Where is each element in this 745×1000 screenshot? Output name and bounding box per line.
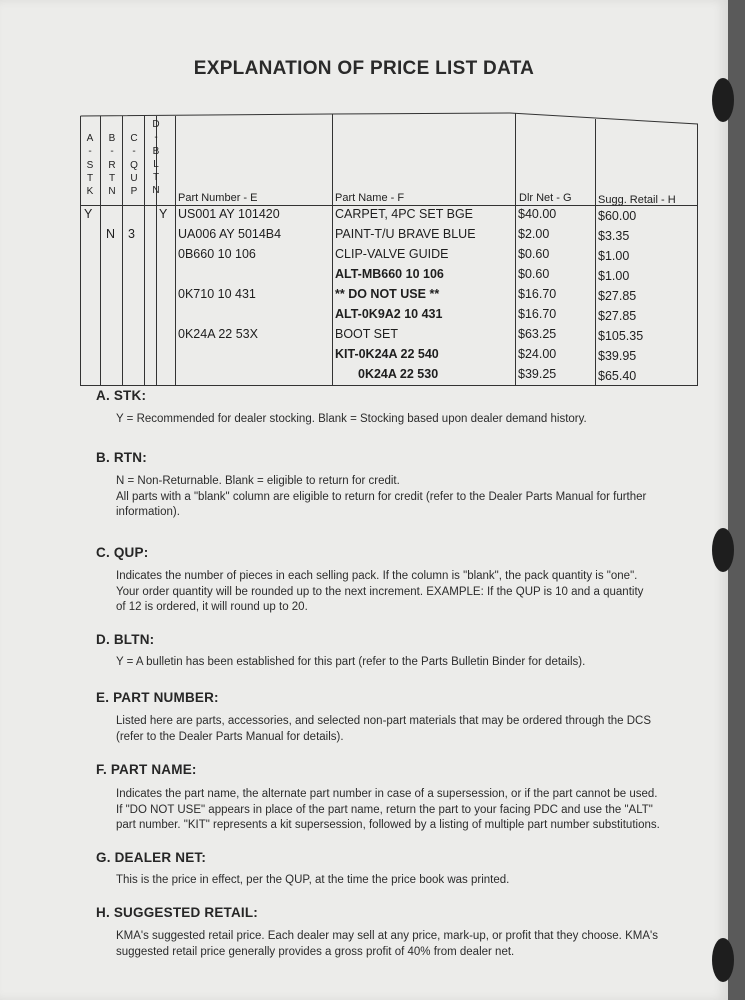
cell-sugg-retail: $105.35 (598, 329, 644, 343)
header-part-number: Part Number - E (178, 192, 258, 204)
cell-dlr-net: $24.00 (518, 347, 557, 361)
cell-qup: 3 (128, 227, 135, 241)
cell-sugg-retail: $1.00 (598, 249, 630, 263)
cell-part-name: CLIP-VALVE GUIDE (335, 247, 449, 261)
cell-part-name: ALT-MB660 10 106 (335, 267, 444, 281)
cell-part-name: ALT-0K9A2 10 431 (335, 307, 443, 321)
section-text-stk: Y = Recommended for dealer stocking. Blank = Stocking based upon dealer demand history. (116, 413, 587, 425)
cell-part-name: BOOT SET (335, 327, 398, 341)
page-title: EXPLANATION OF PRICE LIST DATA (193, 58, 535, 79)
header-code-bltn: D - B L T N (152, 119, 160, 197)
section-text-suggested-retail: KMA's suggested retail price. Each dealer may sell at any price, mark-up, or profit that they choose. KMA's suggested retail price generally provides a gross profit of 40% from dealer net. (116, 930, 658, 958)
section-heading-part-name: F. PART NAME: (96, 762, 197, 777)
cell-sugg-retail: $27.85 (598, 309, 637, 323)
cell-rtn: N (106, 227, 116, 241)
section-text-part-name: Indicates the part name, the alternate part number in case of a supersession, or if the part cannot be used. If "DO NOT USE" appears in place of the part name, return the part to your facing PDC and use the "ALT" part number. "KIT" represents a kit supersession, followed by a listing of multiple part number substitutions. (116, 788, 660, 831)
cell-dlr-net: $0.60 (518, 267, 550, 281)
cell-bltn: Y (159, 207, 168, 221)
section-text-dealer-net: This is the price in effect, per the QUP, at the time the price book was printed. (116, 874, 510, 886)
cell-sugg-retail: $65.40 (598, 369, 637, 383)
section-text-bltn: Y = A bulletin has been established for this part (refer to the Parts Bulletin Binder for details). (116, 656, 586, 668)
binder-hole (712, 78, 734, 122)
price-list-example-table (80, 112, 698, 386)
section-heading-dealer-net: G. DEALER NET: (96, 850, 207, 865)
section-heading-suggested-retail: H. SUGGESTED RETAIL: (96, 905, 259, 920)
cell-part-name: 0K24A 22 530 (358, 367, 439, 381)
binder-hole (712, 938, 734, 982)
section-heading-part-number: E. PART NUMBER: (96, 690, 219, 705)
cell-part-name: ** DO NOT USE ** (335, 287, 440, 301)
section-heading-bltn: D. BLTN: (96, 632, 155, 647)
header-sugg-retail: Sugg. Retail - H (598, 194, 676, 206)
cell-dlr-net: $39.25 (518, 367, 557, 381)
table-rule (332, 114, 333, 386)
table-rule (100, 116, 101, 386)
cell-dlr-net: $2.00 (518, 227, 550, 241)
section-heading-stk: A. STK: (96, 388, 147, 403)
section-text-part-number: Listed here are parts, accessories, and selected non-part materials that may be ordered through the DCS (refer to the Dealer Parts Manual for details). (116, 715, 652, 743)
cell-part-number: UA006 AY 5014B4 (178, 227, 282, 241)
cell-dlr-net: $40.00 (518, 207, 557, 221)
cell-stk: Y (84, 207, 93, 221)
table-rule (595, 119, 596, 386)
table-rule (122, 116, 123, 386)
section-heading-rtn: B. RTN: (96, 450, 147, 465)
cell-part-number: 0K24A 22 53X (178, 327, 258, 341)
cell-sugg-retail: $60.00 (598, 209, 637, 223)
cell-part-name: CARPET, 4PC SET BGE (335, 207, 474, 221)
table-rule (144, 116, 145, 386)
cell-sugg-retail: $1.00 (598, 269, 630, 283)
cell-part-number: US001 AY 101420 (178, 207, 280, 221)
header-code-stk: A - S T K (86, 133, 94, 198)
header-part-name: Part Name - F (335, 192, 405, 204)
header-dlr-net: Dlr Net - G (519, 192, 572, 204)
header-code-rtn: B - R T N (108, 133, 116, 198)
cell-dlr-net: $16.70 (518, 307, 557, 321)
table-rule (515, 113, 516, 386)
cell-part-number: 0K710 10 431 (178, 287, 256, 301)
cell-sugg-retail: $3.35 (598, 229, 630, 243)
cell-sugg-retail: $27.85 (598, 289, 637, 303)
cell-sugg-retail: $39.95 (598, 349, 637, 363)
cell-dlr-net: $16.70 (518, 287, 557, 301)
cell-dlr-net: $0.60 (518, 247, 550, 261)
cell-part-name: PAINT-T/U BRAVE BLUE (335, 227, 476, 241)
cell-part-number: 0B660 10 106 (178, 247, 256, 261)
section-text-rtn: N = Non-Returnable. Blank = eligible to return for credit. All parts with a "blank" column are eligible to return for credit (refer to the Dealer Parts Manual for further information). (116, 475, 647, 518)
binder-hole (712, 528, 734, 572)
header-code-qup: C - Q U P (130, 133, 138, 198)
section-heading-qup: C. QUP: (96, 545, 149, 560)
section-text-qup: Indicates the number of pieces in each selling pack. If the column is "blank", the pack quantity is "one". Your order quantity will be rounded up to the next increment. EXAMPLE: If the QUP is 10 and a quantity of 12 is ordered, it will round up to 20. (116, 570, 644, 613)
cell-dlr-net: $63.25 (518, 327, 557, 341)
cell-part-name: KIT-0K24A 22 540 (335, 347, 439, 361)
table-rule (175, 116, 176, 386)
